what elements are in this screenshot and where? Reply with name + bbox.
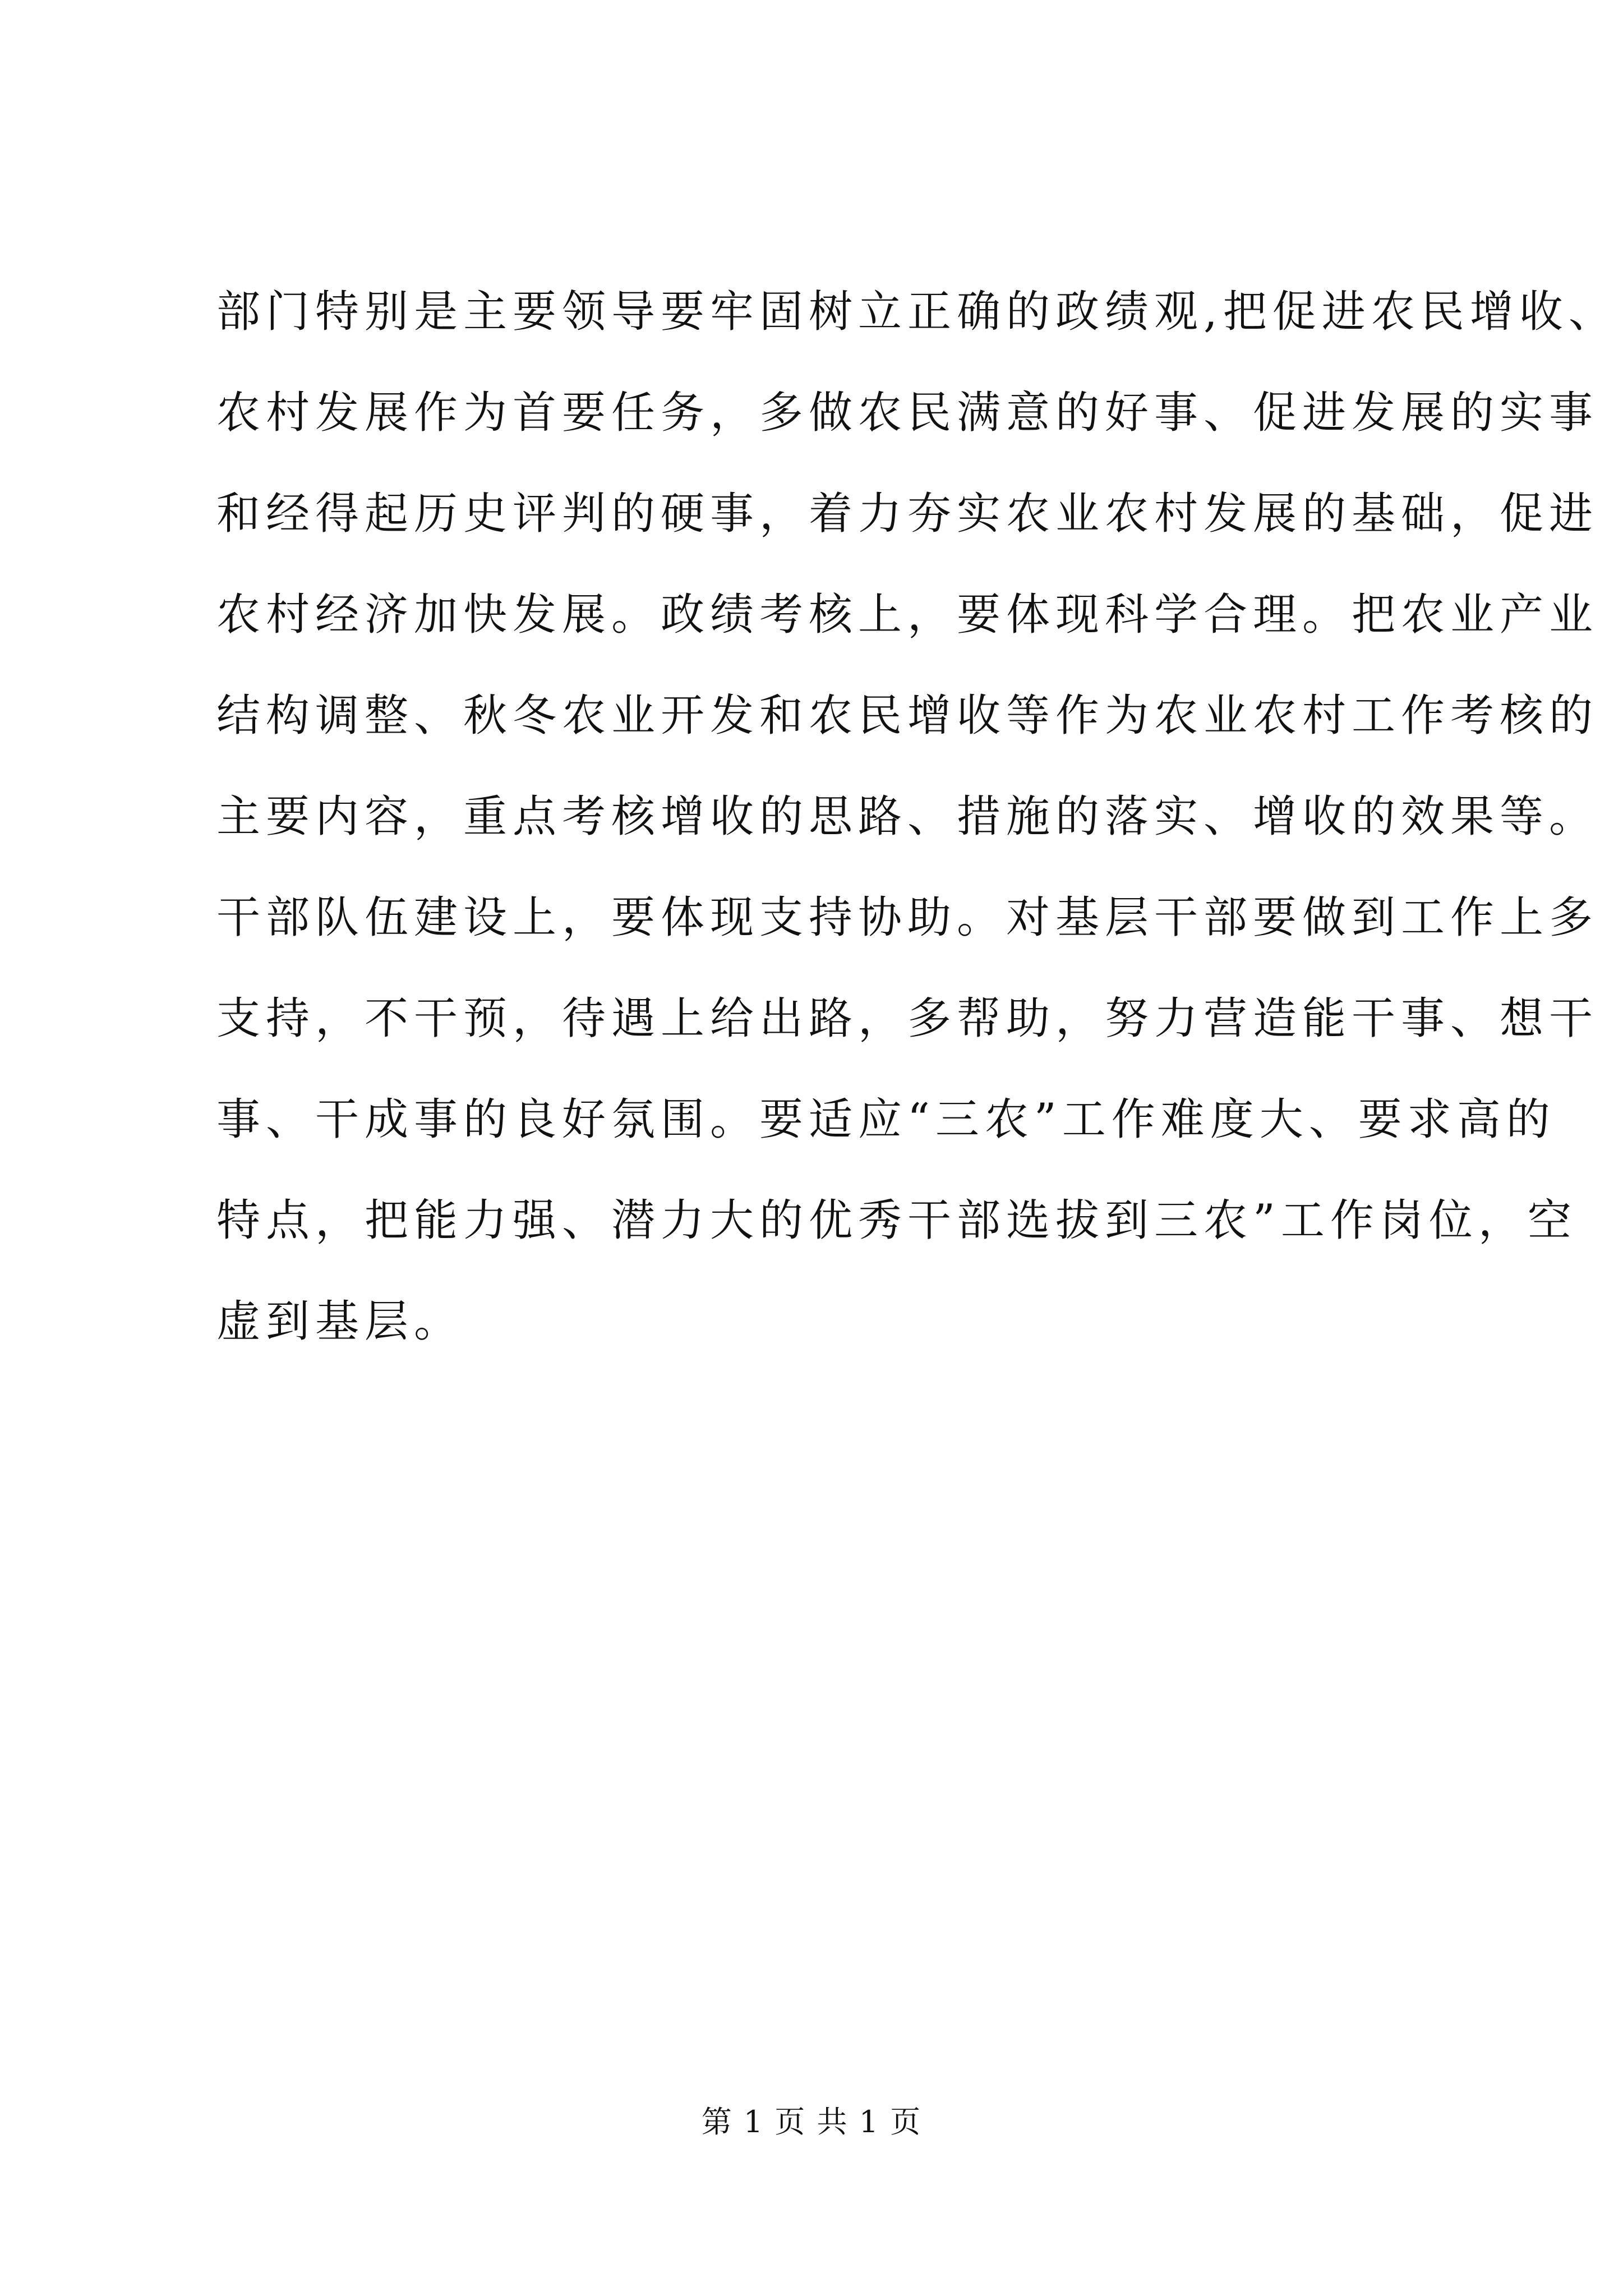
text-line: 农村发展作为首要任务，多做农民满意的好事、促进发展的实事: [216, 388, 1599, 438]
text-line: 主要内容，重点考核增收的思路、措施的落实、增收的效果等。: [216, 792, 1599, 842]
text-line: 虚到基层。: [216, 1296, 464, 1347]
body-paragraph: [216, 261, 1618, 1372]
page-footer: [0, 2102, 1623, 2142]
text-line: 结构调整、秋冬农业开发和农民增收等作为农业农村工作考核的: [216, 691, 1599, 741]
text-line: 部门特别是主要领导要牢固树立正确的政绩观,把促进农民增收、: [216, 287, 1618, 337]
text-line: 干部队伍建设上，要体现支持协助。对基层干部要做到工作上多: [216, 892, 1599, 943]
text-line: 农村经济加快发展。政绩考核上，要体现科学合理。把农业产业: [216, 590, 1599, 640]
text-line: 特点，把能力强、潜力大的优秀干部选拔到三农”工作岗位，空: [216, 1195, 1577, 1246]
text-line: 支持，不干预，待遇上给出路，多帮助，努力营造能干事、想干: [216, 993, 1599, 1044]
text-line: 和经得起历史评判的硬事，着力夯实农业农村发展的基础，促进: [216, 489, 1599, 539]
page-number-label: 第 1 页 共 1 页: [701, 2104, 922, 2139]
text-line: 事、干成事的良好氛围。要适应“三农”工作难度大、要求高的: [216, 1094, 1556, 1145]
